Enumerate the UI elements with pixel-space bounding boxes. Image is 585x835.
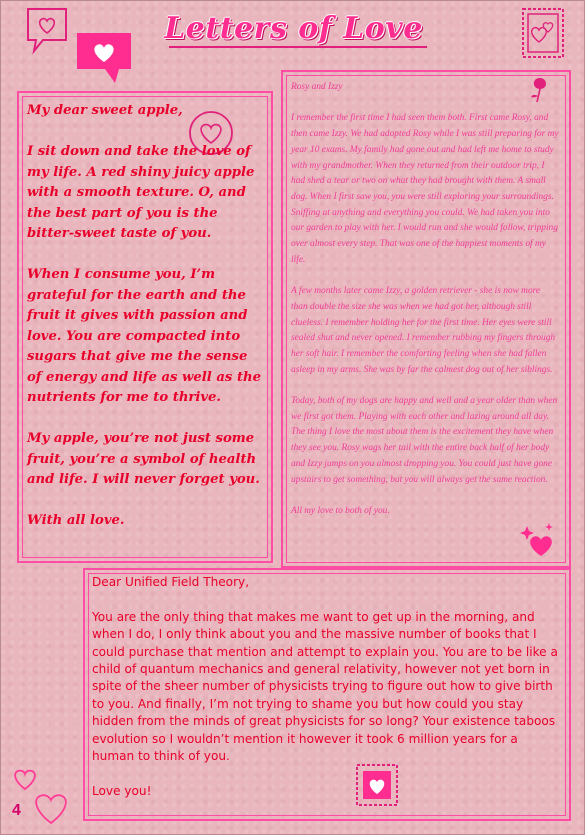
letter-dogs-text: Rosy and Izzy I remember the first time I had seen them both. First came Rosy, and then came Izzy. We had adopted Rosy while I was still preparing for my year 10 exams. My family had gone out and had left me home to study with my grandmother. When they returned from their outdoor trip, I had shed a tear or two on what they had brought with them. A small dog. When I first saw you, you were still exploring your surroundings. Sniffing at anything and everything you could. We had taken you into our garden to play with her. I would run and she would follow, tripping over almost every step. That was one of the happiest moments of my life. A few months later came Izzy, a golden retriever - she is now more than double the size she was when we had got her, although still clueless. I remember holding her for the first time. Her eyes were still sealed shut and never opened. I remember rubbing my fingers through her soft hair. I remember the comforting feeling when she had fallen asleep in my arms. She was by far the calmest dog out of her siblings. Today, both of my dogs are happy and well and a year older than when we first got them. Playing with each other and lazing around all day. The thing I love the most about them is the excitement they have when they see you. Rosy wags her tail with the entire back half of her body and Izzy jumps on you almost dropping you. You could just have gone upstairs to get something, but you will always get the same reaction. All my love to both of you. [291, 82, 559, 516]
page-number: 4 [12, 802, 21, 819]
title-underline [169, 46, 427, 48]
stamp-hearts-icon [520, 6, 566, 60]
speech-heart-filled-icon [75, 31, 133, 85]
letter-theory-box [83, 568, 571, 821]
letter-apple-text: My dear sweet apple, I sit down and take the love of my life. A red shiny juicy apple with a smooth texture. O, and the best part of you is the bitter-sweet taste of you. When I consume you, I’m grateful for the earth and the fruit it gives with passion and love. You are compacted into sugars that give me the sense of energy and life as well as the nutrients for me to thrive. My apple, you’re not just some fruit, you’re a symbol of health and life. I will never forget you. With all love. [27, 103, 262, 528]
speech-heart-outline-icon [25, 6, 69, 56]
sparkle-heart-icon [519, 520, 559, 560]
stamp-heart-icon [355, 763, 399, 807]
letter-apple-box [17, 91, 273, 563]
page-title: Letters of Love [164, 11, 423, 46]
letter-theory-text: Dear Unified Field Theory, You are the only thing that makes me want to get up in the morning, and when I do, I only think about you and the massive number of books that I could purchase that mention and attempt to explain you. You are to be like a child of quantum mechanics and general relativity, however not yet born in spite of the sheer number of physicists trying to figure out how to give birth to you. And finally, I’m not trying to shame you but how could you stay hidden from the minds of great physicists for so long? Your existence taboos evolution so I wouldn’t mention it however it took 6 million years for a human to think of you. Love you! [92, 575, 558, 798]
letter-dogs-box [281, 70, 571, 568]
